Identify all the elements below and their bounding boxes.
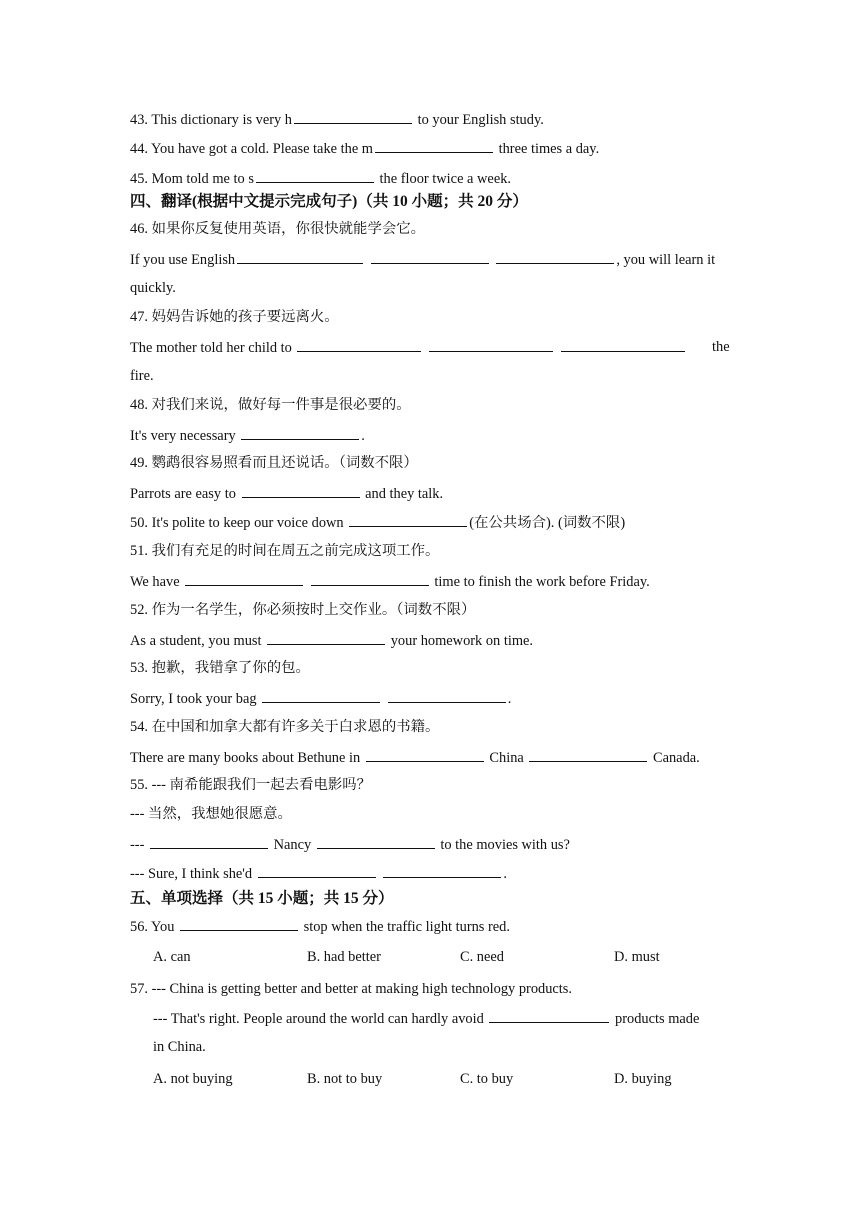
section-5-heading: 五、单项选择（共 15 小题；共 15 分）	[130, 890, 394, 907]
answer-blank[interactable]	[150, 835, 268, 849]
answer-blank[interactable]	[371, 250, 489, 264]
question-48-chinese: 48. 对我们来说，做好每一件事是很必要的。	[130, 397, 411, 413]
question-50: 50. It's polite to keep our voice down (在公共场合). (词数不限)	[130, 515, 626, 531]
question-47-tail: the	[712, 339, 730, 355]
question-56: 56. You stop when the traffic light turns red.	[130, 919, 510, 935]
question-47-chinese: 47. 妈妈告诉她的孩子要远离火。	[130, 309, 339, 325]
question-44: 44. You have got a cold. Please take the m three times a day.	[130, 141, 600, 157]
question-57-line-3: in China.	[153, 1039, 206, 1055]
answer-blank[interactable]	[237, 250, 363, 264]
answer-blank[interactable]	[349, 513, 467, 527]
question-48-english: It's very necessary .	[130, 428, 365, 444]
question-47-english: The mother told her child to	[130, 338, 687, 357]
question-54-chinese: 54. 在中国和加拿大都有许多关于白求恩的书籍。	[130, 719, 440, 735]
answer-blank[interactable]	[180, 917, 298, 931]
option-a[interactable]: A. not buying	[153, 1071, 233, 1087]
answer-blank[interactable]	[496, 250, 614, 264]
question-45: 45. Mom told me to s the floor twice a week.	[130, 171, 512, 187]
answer-blank[interactable]	[429, 338, 553, 352]
question-57-line-1: 57. --- China is getting better and better at making high technology products.	[130, 981, 573, 997]
answer-blank[interactable]	[375, 139, 493, 153]
answer-blank[interactable]	[529, 748, 647, 762]
question-49-chinese: 49. 鹦鹉很容易照看而且还说话。（词数不限）	[130, 455, 418, 471]
answer-blank[interactable]	[561, 338, 685, 352]
option-b[interactable]: B. not to buy	[307, 1071, 383, 1087]
question-49-english: Parrots are easy to and they talk.	[130, 486, 444, 502]
answer-blank[interactable]	[366, 748, 484, 762]
question-52-chinese: 52. 作为一名学生，你必须按时上交作业。（词数不限）	[130, 602, 476, 618]
answer-blank[interactable]	[317, 835, 435, 849]
answer-blank[interactable]	[262, 689, 380, 703]
question-46-wrap: quickly.	[130, 280, 176, 296]
answer-blank[interactable]	[383, 864, 501, 878]
question-51-english: We have time to finish the work before Friday.	[130, 574, 650, 590]
question-54-english: There are many books about Bethune in China Canada.	[130, 750, 700, 766]
answer-blank[interactable]	[311, 572, 429, 586]
answer-blank[interactable]	[241, 426, 359, 440]
question-55-chinese-1: 55. --- 南希能跟我们一起去看电影吗？	[130, 777, 372, 793]
answer-blank[interactable]	[185, 572, 303, 586]
option-a[interactable]: A. can	[153, 949, 191, 965]
answer-blank[interactable]	[294, 110, 412, 124]
option-c[interactable]: C. need	[460, 949, 504, 965]
answer-blank[interactable]	[267, 631, 385, 645]
answer-blank[interactable]	[256, 169, 374, 183]
question-53-english: Sorry, I took your bag .	[130, 691, 512, 707]
question-46-chinese: 46. 如果你反复使用英语，你很快就能学会它。	[130, 221, 426, 237]
question-53-chinese: 53. 抱歉，我错拿了你的包。	[130, 660, 310, 676]
question-43: 43. This dictionary is very h to your English study.	[130, 112, 544, 128]
answer-blank[interactable]	[258, 864, 376, 878]
question-55-chinese-2: --- 当然，我想她很愿意。	[130, 806, 292, 822]
question-51-chinese: 51. 我们有充足的时间在周五之前完成这项工作。	[130, 543, 440, 559]
question-57-line-2: --- That's right. People around the world can hardly avoid products made	[153, 1011, 700, 1027]
answer-blank[interactable]	[489, 1009, 609, 1023]
option-b[interactable]: B. had better	[307, 949, 381, 965]
question-47-wrap: fire.	[130, 368, 154, 384]
question-46-english: If you use English , you will learn it	[130, 252, 716, 268]
option-c[interactable]: C. to buy	[460, 1071, 514, 1087]
question-52-english: As a student, you must your homework on time.	[130, 633, 534, 649]
section-4-heading: 四、翻译(根据中文提示完成句子)（共 10 小题；共 20 分）	[130, 193, 528, 210]
question-55-english-1: --- Nancy to the movies with us?	[130, 837, 570, 853]
option-d[interactable]: D. must	[614, 949, 660, 965]
answer-blank[interactable]	[242, 484, 360, 498]
answer-blank[interactable]	[388, 689, 506, 703]
option-d[interactable]: D. buying	[614, 1071, 672, 1087]
question-55-english-2: --- Sure, I think she'd .	[130, 866, 507, 882]
answer-blank[interactable]	[297, 338, 421, 352]
